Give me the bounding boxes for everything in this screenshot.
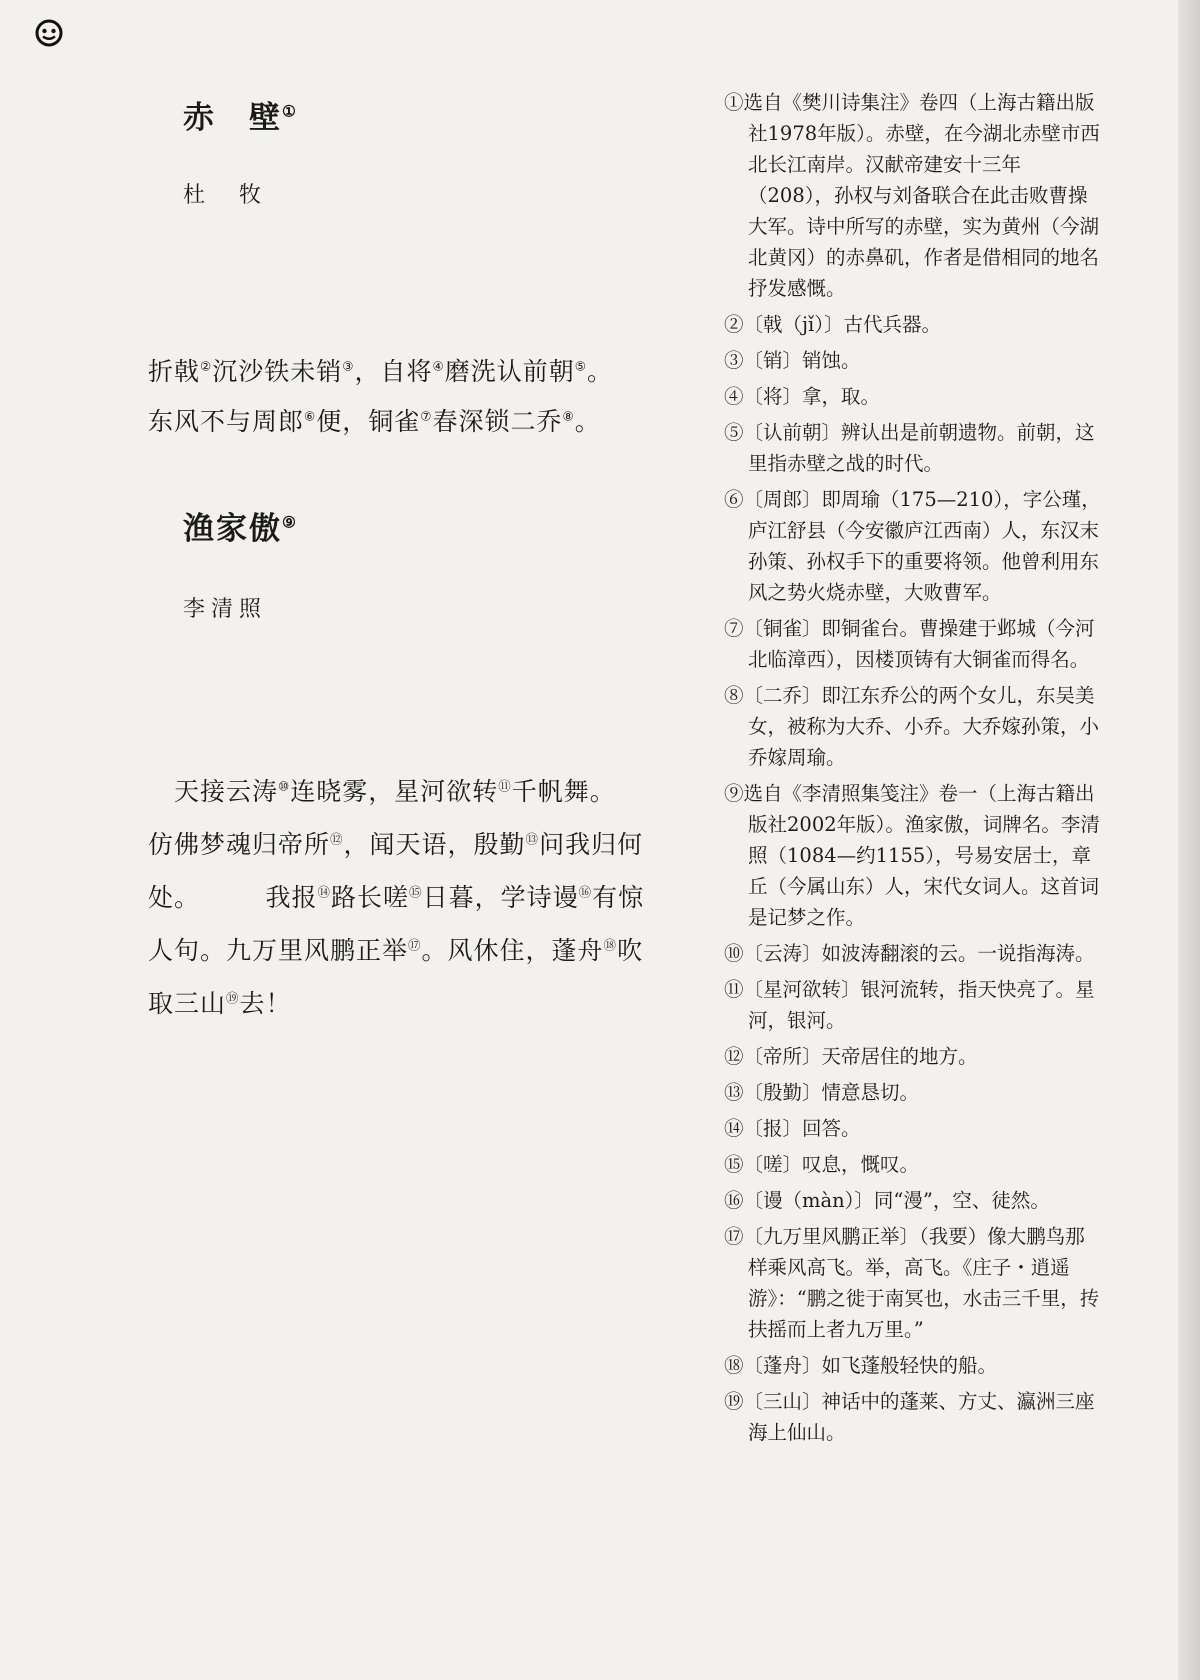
poem-text: 处。 我报 [148, 883, 318, 912]
poem-text: 。 [574, 407, 601, 436]
poem-text: 东风不与周郎 [148, 407, 305, 436]
note-ref: ⑯ [578, 884, 593, 900]
poem-text: 有惊 [592, 883, 645, 912]
poem-text: 问我归何 [539, 830, 644, 859]
poem2-line [148, 772, 616, 808]
poem2-title [183, 503, 298, 548]
footnote-item: ⑰〔九万里风鹏正举〕（我要）像大鹏鸟那样乘风高飞。举，高飞。《庄子・逍遥游》：“鹏之徙于南冥也，水击三千里，抟扶摇而上者九万里。” [724, 1225, 1100, 1341]
footnote-item: ⑲〔三山〕神话中的蓬莱、方丈、瀛洲三座海上仙山。 [724, 1390, 1095, 1444]
note-ref: ⑮ [409, 884, 423, 900]
footnote-item: ⑨选自《李清照集笺注》卷一（上海古籍出版社2002年版）。渔家傲，词牌名。李清照（1084—约1155），号易安居士，章丘（今属山东）人，宋代女词人。这首词是记梦之作。 [724, 782, 1100, 929]
poem2-author: 李清照 [183, 597, 268, 622]
poem-text: 日暮，学诗谩 [422, 883, 579, 912]
note-ref: ⑦ [420, 408, 433, 424]
note-ref: ⑤ [574, 358, 587, 374]
poem-text: 折戟 [148, 357, 201, 386]
poem-text: 路长嗟 [331, 883, 410, 912]
footnote-item: ⑫〔帝所〕天帝居住的地方。 [724, 1045, 978, 1068]
footnote-item: ①选自《樊川诗集注》卷四（上海古籍出版社1978年版）。赤壁，在今湖北赤壁市西北长江南岸。汉献帝建安十三年（208），孙权与刘备联合在此击败曹操大军。诗中所写的赤壁，实为黄州（今湖北黄冈）的赤鼻矶，作者是借相同的地名抒发感慨。 [724, 91, 1100, 300]
note-ref: ④ [432, 358, 445, 374]
poem2-line [148, 931, 643, 967]
note-ref: ⑰ [408, 937, 422, 953]
footnote-item: ⑮〔嗟〕叹息，慨叹。 [724, 1153, 920, 1176]
poem-text: 仿佛梦魂归帝所 [148, 830, 331, 859]
poem1-title-text: 赤 壁 [183, 100, 282, 136]
footnote-item: ⑦〔铜雀〕即铜雀台。曹操建于邺城（今河北临漳西），因楼顶铸有大铜雀而得名。 [724, 617, 1095, 671]
note-ref: ⑩ [278, 778, 291, 794]
poem2-title-text: 渔家傲 [183, 511, 282, 547]
footnote-item: ⑪〔星河欲转〕银河流转，指天快亮了。星河，银河。 [724, 978, 1095, 1032]
footnote-item: ⑥〔周郎〕即周瑜（175—210），字公瑾，庐江舒县（今安徽庐江西南）人，东汉末孙策、孙权手下的重要将领。他曾利用东风之势火烧赤壁，大败曹军。 [724, 488, 1101, 604]
poem-text: 天接云涛 [148, 777, 279, 806]
poem1-title-note-ref: ① [282, 101, 298, 121]
poem-text: 春深锁二乔 [432, 407, 563, 436]
footnote-item: ⑧〔二乔〕即江东乔公的两个女儿，东吴美女，被称为大乔、小乔。大乔嫁孙策，小乔嫁周瑜。 [724, 684, 1100, 769]
poem-text: ，闻天语，殷勤 [343, 830, 526, 859]
poem-text: 沉沙铁未销 [212, 357, 343, 386]
poem-text: ，自将 [354, 357, 433, 386]
footnote-item: ⑭〔报〕回答。 [724, 1117, 861, 1140]
note-ref: ⑲ [226, 990, 240, 1006]
note-ref: ⑭ [317, 884, 332, 900]
note-ref: ③ [342, 358, 355, 374]
poem2-line [148, 825, 643, 861]
footnote-item: ③〔销〕销蚀。 [724, 349, 861, 372]
note-ref: ⑬ [525, 831, 540, 847]
smiley-icon [34, 18, 64, 48]
poem-text: 磨洗认前朝 [444, 357, 575, 386]
poem-text: 连晓雾，星河欲转 [290, 777, 499, 806]
poem2-title-note-ref: ⑨ [282, 512, 298, 532]
footnote-item: ⑩〔云涛〕如波涛翻滚的云。一说指海涛。 [724, 942, 1095, 965]
poem1-line [148, 402, 601, 438]
note-ref: ⑱ [603, 937, 618, 953]
footnotes [724, 87, 1102, 1453]
poem-text: 人句。九万里风鹏正举 [148, 936, 409, 965]
note-ref: ② [200, 358, 213, 374]
note-ref: ⑥ [304, 408, 317, 424]
footnote-item: ⑤〔认前朝〕辨认出是前朝遗物。前朝，这里指赤壁之战的时代。 [724, 421, 1095, 475]
poem-text: 便，铜雀 [316, 407, 421, 436]
poem1-author: 杜 牧 [183, 183, 268, 208]
footnote-item: ⑯〔谩（màn）〕同“漫”，空、徒然。 [724, 1189, 1050, 1212]
footnote-item: ②〔戟（jǐ）〕古代兵器。 [724, 313, 942, 336]
poem2-line [148, 878, 644, 914]
poem-text: 千帆舞。 [511, 777, 616, 806]
note-ref: ⑫ [330, 831, 344, 847]
poem2-line [148, 984, 292, 1020]
poem-text: 去！ [239, 989, 292, 1018]
poem-text: 吹 [617, 936, 644, 965]
footnote-item: ⑬〔殷勤〕情意恳切。 [724, 1081, 920, 1104]
poem1-line [148, 352, 613, 388]
poem-text: 。风休住，蓬舟 [421, 936, 604, 965]
note-ref: ⑪ [498, 778, 512, 794]
footnote-item: ④〔将〕拿，取。 [724, 385, 881, 408]
note-ref: ⑧ [562, 408, 575, 424]
footnote-item: ⑱〔蓬舟〕如飞蓬般轻快的船。 [724, 1354, 998, 1377]
poem-text: 取三山 [148, 989, 227, 1018]
poem-text: 。 [586, 357, 613, 386]
page-edge-shadow [1178, 0, 1200, 1680]
poem1-title [183, 92, 298, 137]
